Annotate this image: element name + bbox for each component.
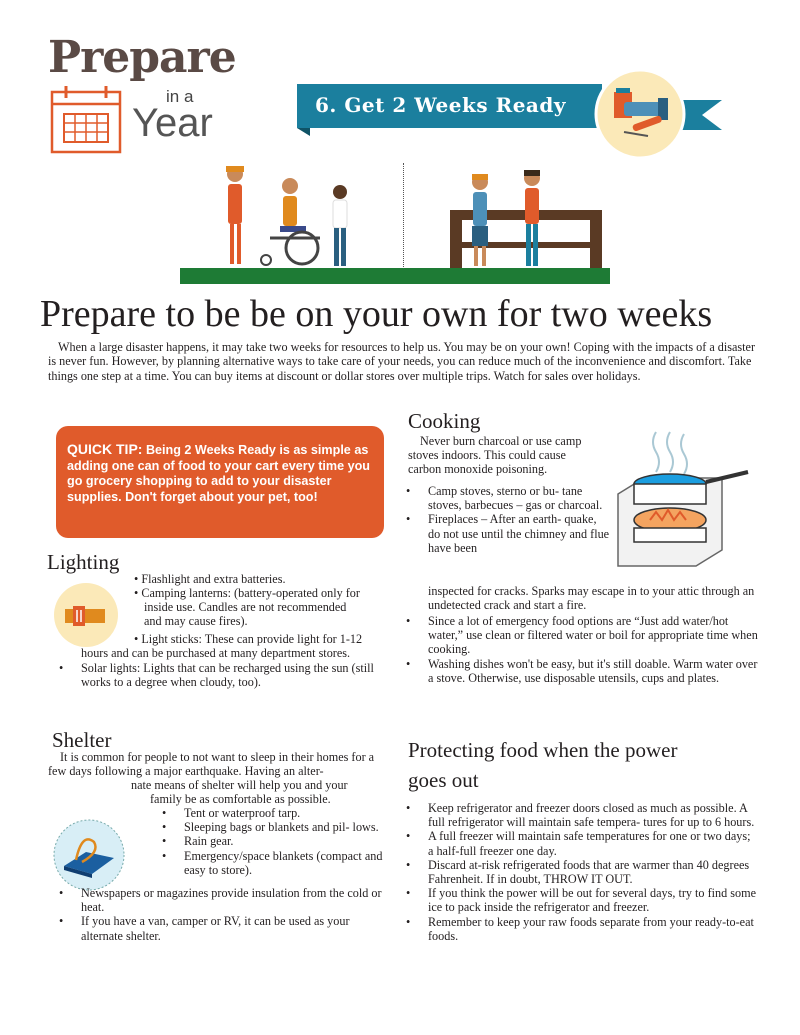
intro-paragraph: When a large disaster happens, it may take two weeks for resources to help us. You may be on your own! Coping with the impacts of a disaster is never fun. However, by planning alternative ways to take care of your needs, you can reduce much of the inconvenience and discomfort. Take things one step at a time. You can buy items at discount or dollar stores over multiple trips. Watch for sales over holidays. (48, 340, 756, 383)
cooking-item: • Washing dishes won't be easy, but it's still doable. Warm water over a stove. Otherwise, use disposable utensils, cups and plates. (404, 657, 758, 685)
shelter-heading: Shelter (52, 728, 112, 752)
cooking-intro: Never burn charcoal or use camp stoves indoors. This could cause carbon monoxide poisoning. (408, 434, 582, 477)
shelter-list (160, 806, 388, 877)
food-item: • Discard at-risk refrigerated foods that are warmer than 40 degrees Fahrenheit. If in doubt, THROW IT OUT. (404, 858, 758, 886)
flashlight-icon (53, 582, 119, 648)
lighting-item-lanterns: • Camping lanterns: (battery-operated only for (134, 586, 360, 600)
cooking-item: • Fireplaces – After an earth- quake, do not use until the chimney and flue have been (404, 512, 610, 555)
shelter-item: • Sleeping bags or blankets and pil- lows. (160, 820, 388, 834)
shelter-item: • Tent or waterproof tarp. (160, 806, 388, 820)
quick-tip-text: QUICK TIP: Being 2 Weeks Ready is as simple as adding one can of food to your cart every time you go grocery shopping to add to your disaster supplies. Don't forget about your pet, too! (67, 441, 370, 504)
banner-title: 6. Get 2 Weeks Ready (315, 93, 566, 117)
lighting-item-light-sticks: • Light sticks: These can provide light for 1-12 (134, 632, 363, 646)
tent-icon (52, 818, 126, 892)
shelter-item: • Emergency/space blankets (compact and easy to store). (160, 849, 388, 877)
shelter-list-2 (57, 886, 387, 943)
shelter-item: • Rain gear. (160, 834, 388, 848)
cooking-heading: Cooking (408, 409, 481, 433)
food-item: • Keep refrigerator and freezer doors closed as much as possible. A full refrigerator will maintain safe tempera- tures for up to 6 hours. (404, 801, 758, 829)
shelter-intro: It is common for people to not want to sleep in their homes for a few days following a major earthquake. Having an alter- (48, 750, 375, 779)
shelter-item: • Newspapers or magazines provide insulation from the cold or heat. (57, 886, 387, 914)
lighting-list (57, 661, 387, 689)
camp-stove-icon (614, 428, 754, 570)
logo-year: Year (132, 101, 213, 145)
supplies-icon (594, 68, 686, 160)
cooking-item: • Since a lot of emergency food options are “Just add water/hot water,” use clean or filtered water or boil for appropriate time when cooking. (404, 614, 758, 657)
lighting-item-flashlight: • Flashlight and extra batteries. (134, 572, 286, 586)
food-list (404, 801, 758, 943)
shelter-item: • If you have a van, camper or RV, it can be used as your alternate shelter. (57, 914, 387, 942)
logo-in-a: in a (166, 87, 194, 106)
people-illustration (180, 162, 610, 286)
food-item: • If you think the power will be out for several days, try to find some ice to pack inside the refrigerator and freezer. (404, 886, 758, 914)
divider-dotted (403, 163, 404, 267)
main-title: Prepare to be be on your own for two weeks (40, 293, 713, 335)
quick-tip-label: QUICK TIP: (67, 441, 143, 457)
lighting-heading: Lighting (47, 550, 120, 574)
food-item: • Remember to keep your raw foods separate from your ready-to-eat foods. (404, 915, 758, 943)
calendar-icon (50, 86, 124, 156)
food-item: • A full freezer will maintain safe temperatures for one or two days; a half-full freezer one day. (404, 829, 758, 857)
lighting-item-solar: • Solar lights: Lights that can be recharged using the sun (still works to a degree when cloudy, too). (57, 661, 387, 689)
cooking-item: • Camp stoves, sterno or bu- tane stoves, barbecues – gas or charcoal. (404, 484, 610, 512)
food-heading: Protecting food when the power (408, 738, 678, 762)
logo-prepare: Prepare (48, 32, 236, 83)
cooking-list-1 (404, 484, 610, 555)
cooking-list-2 (404, 614, 758, 685)
